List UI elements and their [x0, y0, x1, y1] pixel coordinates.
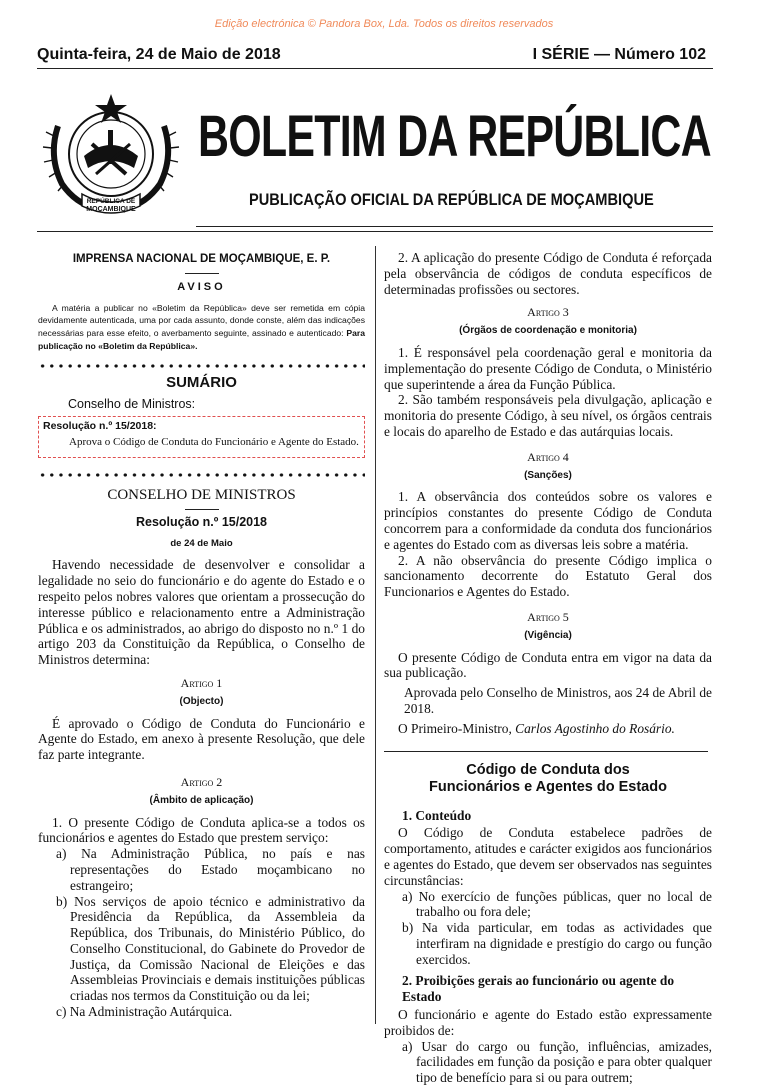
section-2-item-a: a) Usar do cargo ou função, influências, amizades, facilidades em função da posição e para obter qualquer tipo de benefício para si ou para outrem;	[402, 1038, 712, 1086]
article-4-title: Artigo 4	[527, 449, 569, 464]
article-4-subtitle: (Sanções)	[524, 469, 572, 481]
section-1-item-b: b) Na vida particular, em todas as actividades que interfiram na dignidade e prestígio do cargo ou função exercidos.	[402, 920, 712, 967]
section-2-text: O funcionário e agente do Estado estão expressamente proibidos de:	[384, 1007, 712, 1038]
conselho-heading: CONSELHO DE MINISTROS	[107, 486, 296, 503]
article-3-subtitle: (Órgãos de coordenação e monitoria)	[459, 325, 637, 337]
article-1-title: Artigo 1	[180, 675, 223, 690]
preamble-text: Havendo necessidade de desenvolver e consolidar a legalidade no seio do funcionário e do agente do Estado e o respeito pelos nobres valores que orientam a prossecução do interesse público e relacionamento entre a Administração Pública e os administrados, ao abrigo do disposto no n.º 1 do artigo 203 da Constituição da República, o Conselho de Ministros determina:	[38, 557, 365, 668]
article-2-paragraph-1: 1. O presente Código de Conduta aplica-se a todos os funcionários e agentes do Estado que prestem serviço:	[38, 814, 365, 846]
section-1-item-a: a) No exercício de funções públicas, quer no local de trabalho ou fora dele;	[402, 888, 712, 920]
section-2-title: 2. Proibições gerais ao funcionário ou agente do Estado	[402, 973, 675, 1005]
aviso-text: A matéria a publicar no «Boletim da República» deve ser remetida em cópia devidamente autenticada, uma por cada assunto, donde conste, além das indicações necessárias para esse efeito, o averbamento seguinte, assinado e autenticado: Para publicação no «Boletim da República».	[38, 302, 365, 351]
right-column	[384, 250, 712, 1086]
sumario-resolution-link[interactable]: Resolução n.º 15/2018:	[43, 420, 157, 433]
svg-text:MOÇAMBIQUE: MOÇAMBIQUE	[86, 206, 136, 213]
article-4-paragraph-2: 2. A não observância do presente Código implica o sancionamento decorrente do Estatuto Geral dos Funcionarios e Agentes do Estado.	[384, 552, 712, 600]
publication-title: BOLETIM DA REPÚBLICA	[198, 104, 711, 169]
issue-date: Quinta-feira, 24 de Maio de 2018	[37, 46, 281, 63]
divider	[185, 273, 219, 274]
section-1-title: 1. Conteúdo	[402, 807, 472, 823]
article-1-subtitle: (Objecto)	[179, 695, 224, 707]
article-2-paragraph-2: 2. A aplicação do presente Código de Conduta é reforçada pela observância de códigos de conduta específicos de determinadas profissões ou sectores.	[384, 250, 712, 297]
article-5-subtitle: (Vigência)	[524, 629, 572, 641]
publication-subtitle: PUBLICAÇÃO OFICIAL DA REPÚBLICA DE MOÇAMBIQUE	[249, 190, 654, 209]
article-4-paragraph-1: 1. A observância dos conteúdos sobre os valores e princípios constantes do presente Código de Conduta concorrem para a conformidade da conduta dos funcionários e agentes do Estado com as diversas leis sobre a matéria.	[384, 489, 712, 552]
title-rule-bottom	[37, 231, 713, 232]
sumario-entry[interactable]	[38, 416, 365, 458]
article-2-title: Artigo 2	[180, 774, 223, 789]
prime-minister-signature: O Primeiro-Ministro, Carlos Agostinho do Rosário.	[398, 720, 675, 736]
resolution-title: Resolução n.º 15/2018	[135, 514, 268, 529]
sumario-resolution-text: Aprova o Código de Conduta do Funcionário e Agente do Estado.	[69, 436, 359, 449]
codigo-title: Código de Conduta dos Funcionários e Agentes do Estado	[429, 761, 667, 795]
article-5-paragraph: O presente Código de Conduta entra em vigor na data da sua publicação.	[384, 649, 712, 681]
section-rule	[384, 751, 708, 752]
approval-statement: Aprovada pelo Conselho de Ministros, aos 24 de Abril de 2018.	[404, 685, 712, 716]
article-2-subtitle: (Âmbito de aplicação)	[149, 794, 254, 806]
section-1-text: O Código de Conduta estabelece padrões de comportamento, atitudes e carácter exigidos aos funcionários e agentes do Estado, que devem ser observados nas seguintes circunstâncias:	[384, 825, 712, 888]
article-2-item-a: a) Na Administração Pública, no país e nas representações do Estado moçambicano no estrangeiro;	[56, 846, 365, 893]
sumario-organ: Conselho de Ministros:	[68, 396, 196, 411]
copyright-watermark: Edição electrónica © Pandora Box, Lda. Todos os direitos reservados	[214, 18, 554, 30]
svg-text:REPÚBLICA DE: REPÚBLICA DE	[86, 198, 136, 205]
article-3-title: Artigo 3	[527, 305, 569, 320]
aviso-heading: AVISO	[177, 280, 226, 293]
mozambique-emblem-icon	[36, 86, 186, 226]
resolution-date: de 24 de Maio	[170, 537, 233, 549]
article-3-paragraph-1: 1. É responsável pela coordenação geral e monitoria da implementação do presente Código de Conduta, o Ministério que superintende a área da Função Pública.	[384, 344, 712, 392]
sumario-heading: SUMÁRIO	[166, 373, 237, 391]
article-3-paragraph-2: 2. São também responsáveis pela divulgação, aplicação e monitoria do presente Código, à seu nível, os órgãos centrais e locais do aparelho de Estado e das autárquias locais.	[384, 392, 712, 439]
left-column	[38, 250, 365, 1020]
article-5-title: Artigo 5	[527, 609, 569, 624]
header-rule	[37, 68, 713, 69]
article-1-text: É aprovado o Código de Conduta do Funcionário e Agente do Estado, em anexo à presente Resolução, que dele faz parte integrante.	[38, 715, 365, 763]
issue-series-number: I SÉRIE — Número 102	[532, 46, 706, 63]
dotted-separator	[38, 363, 365, 369]
column-divider	[375, 246, 376, 1024]
imprensa-heading: IMPRENSA NACIONAL DE MOÇAMBIQUE, E. P.	[72, 253, 331, 265]
title-rule-top	[196, 226, 713, 227]
divider	[185, 509, 219, 510]
article-2-item-c: c) Na Administração Autárquica.	[56, 1004, 233, 1020]
article-2-item-b: b) Nos serviços de apoio técnico e administrativo da Presidência da República, da Assembleia da República, dos Tribunais, do Ministério Público, do Conselho Constitucional, do Gabinete do Provedor de Justiça, da Comissão Nacional de Eleições e das Assembleias Provinciais e demais instituições públicas criadas nos termos da Constituição ou da lei;	[56, 893, 365, 1004]
dotted-separator	[38, 472, 365, 478]
